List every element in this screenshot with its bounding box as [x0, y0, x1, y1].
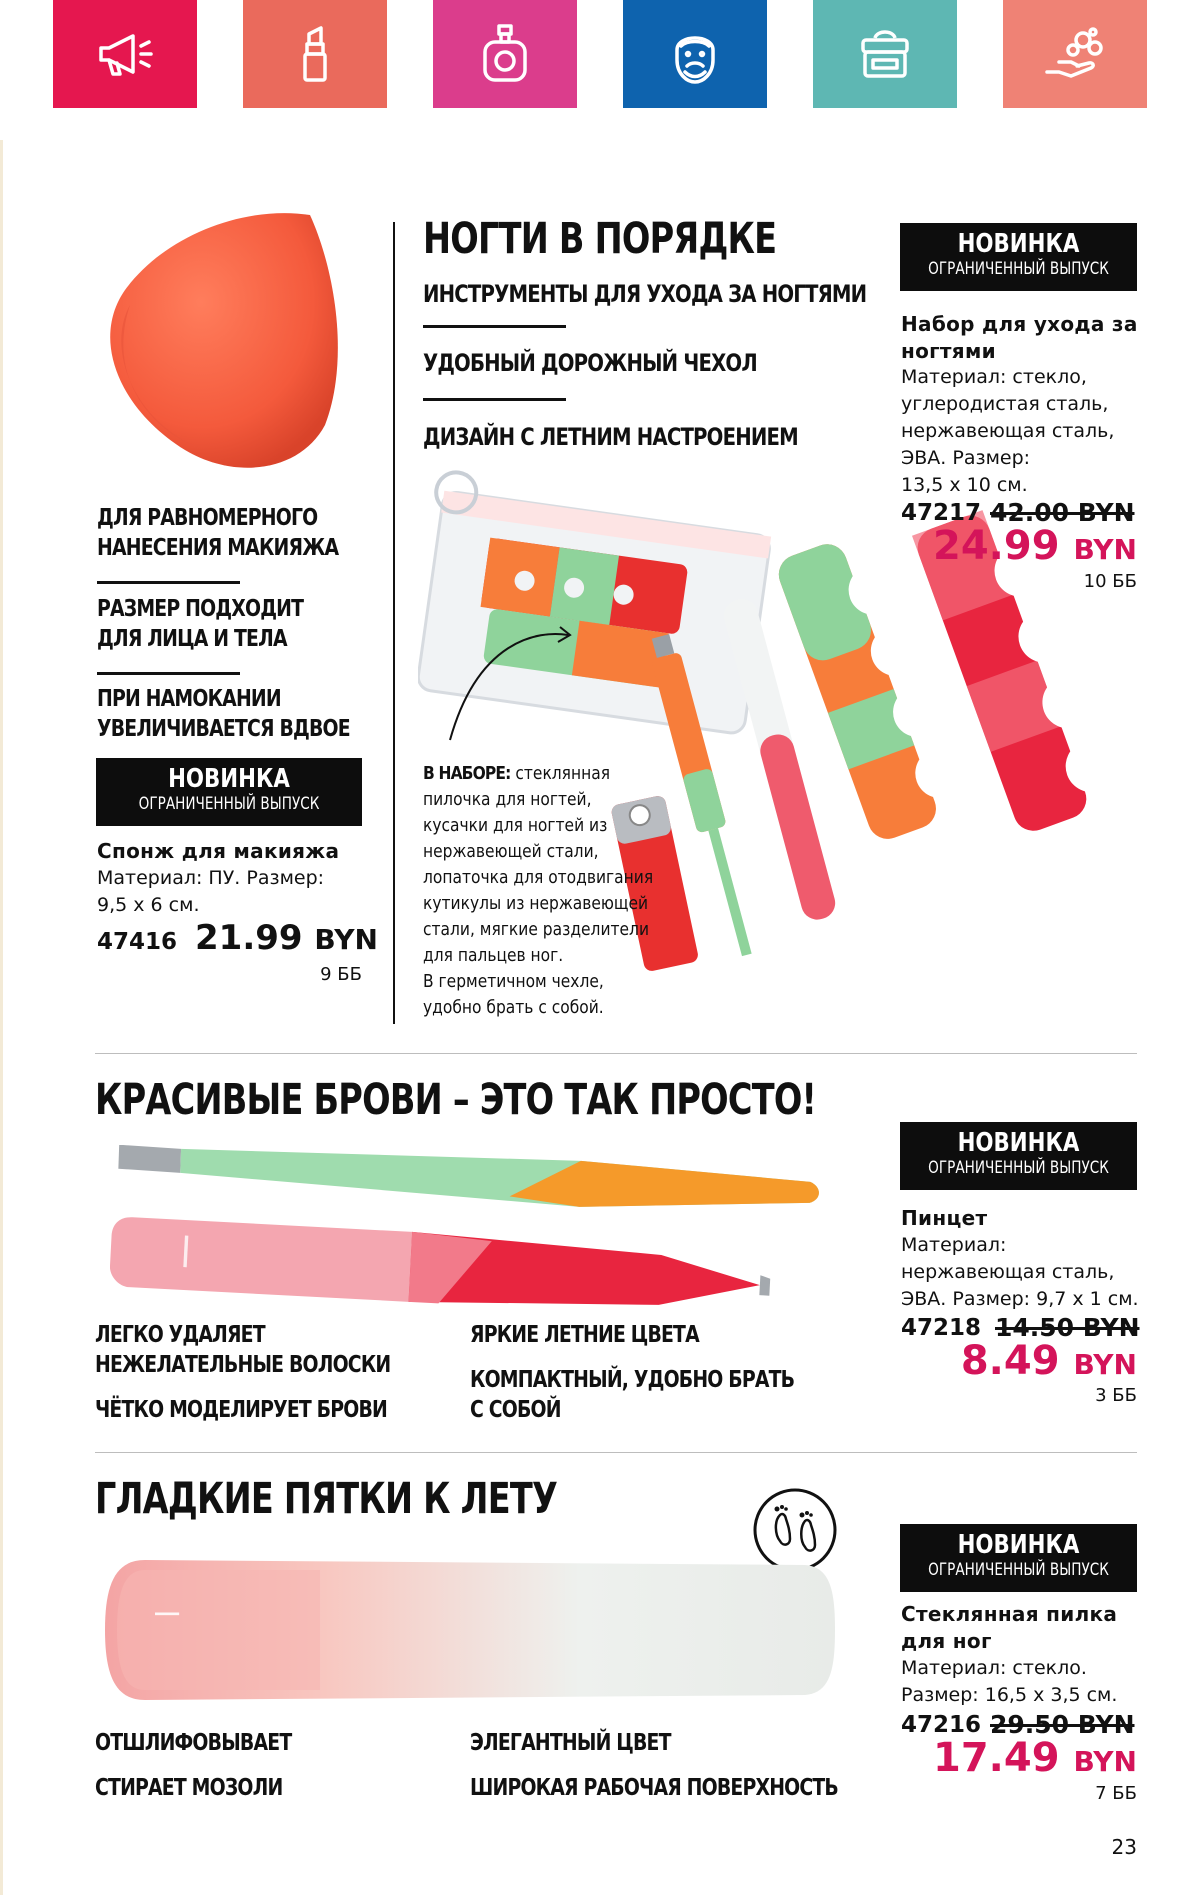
category-tile-face-care[interactable]	[813, 0, 957, 108]
heels-feature: ШИРОКАЯ РАБОЧАЯ ПОВЕРХНОСТЬ	[470, 1775, 839, 1801]
category-tile-promo[interactable]	[53, 0, 197, 108]
price-value: 21.99	[195, 918, 303, 958]
sponge-feature-line: ПРИ НАМОКАНИИ	[97, 686, 281, 712]
bonus-points: 9 ББ	[320, 964, 362, 985]
sponge-feature-line: ДЛЯ ЛИЦА И ТЕЛА	[97, 626, 287, 652]
product-description: Материал:	[901, 1234, 1007, 1256]
badge-subtitle: ОГРАНИЧЕННЫЙ ВЫПУСК	[928, 1158, 1109, 1178]
tweezers-image	[110, 1145, 830, 1320]
nails-feature: ДИЗАЙН С ЛЕТНИМ НАСТРОЕНИЕМ	[423, 423, 798, 451]
product-description: ЭВА. Размер: 9,7 х 1 см.	[901, 1288, 1139, 1310]
badge-title: НОВИНКА	[957, 1530, 1080, 1560]
product-description: 13,5 х 10 см.	[901, 474, 1028, 496]
set-contents-line: стали, мягкие разделители	[423, 919, 650, 940]
heels-feature: СТИРАЕТ МОЗОЛИ	[95, 1775, 283, 1801]
product-description: Материал: ПУ. Размер:	[97, 867, 325, 889]
brows-feature: ЧЁТКО МОДЕЛИРУЕТ БРОВИ	[95, 1397, 387, 1423]
product-description: ЭВА. Размер:	[901, 447, 1031, 469]
price-value: 24.99	[933, 523, 1060, 569]
brows-feature: КОМПАКТНЫЙ, УДОБНО БРАТЬ	[470, 1367, 795, 1393]
product-title: Пинцет	[901, 1206, 988, 1230]
section-heading: НОГТИ В ПОРЯДКЕ	[423, 214, 777, 264]
product-title: Спонж для макияжа	[97, 839, 340, 863]
nails-feature: УДОБНЫЙ ДОРОЖНЫЙ ЧЕХОЛ	[423, 349, 757, 377]
column-divider	[393, 222, 395, 1024]
perfume-icon	[473, 22, 537, 86]
category-tile-men[interactable]	[623, 0, 767, 108]
old-price: 14.50 BYN	[995, 1313, 1140, 1342]
category-tiles	[53, 0, 1149, 108]
product-code: 47217	[901, 500, 982, 526]
new-badge	[900, 1524, 1137, 1592]
page-number: 23	[1111, 1835, 1137, 1859]
divider	[97, 672, 240, 675]
hand-foam-icon	[1043, 22, 1107, 86]
badge-title: НОВИНКА	[957, 1128, 1080, 1158]
section-heading: КРАСИВЫЕ БРОВИ – ЭТО ТАК ПРОСТО!	[95, 1075, 817, 1125]
old-price: 42.00 BYN	[990, 498, 1135, 527]
brows-feature: ЯРКИЕ ЛЕТНИЕ ЦВЕТА	[470, 1322, 699, 1348]
product-title: Набор для ухода за	[901, 312, 1138, 336]
section-divider	[95, 1452, 1137, 1453]
category-tile-body-care[interactable]	[1003, 0, 1147, 108]
product-description: Размер: 16,5 х 3,5 см.	[901, 1684, 1118, 1706]
set-contents-line: пилочка для ногтей,	[423, 789, 592, 810]
new-price	[900, 524, 1137, 572]
set-contents-line: нержавеющей стали,	[423, 841, 599, 862]
price-value: 8.49	[960, 1338, 1060, 1384]
sponge-feature-line: НАНЕСЕНИЯ МАКИЯЖА	[97, 535, 339, 561]
divider	[423, 325, 566, 328]
product-code: 47416	[97, 929, 178, 955]
set-contents-line: лопаточка для отодвигания	[423, 867, 654, 888]
category-tile-fragrance[interactable]	[433, 0, 577, 108]
product-code: 47216	[901, 1712, 982, 1738]
set-contents-line: кусачки для ногтей из	[423, 815, 608, 836]
product-code: 47218	[901, 1315, 982, 1341]
makeup-sponge-image	[95, 210, 370, 480]
section-heading: ГЛАДКИЕ ПЯТКИ К ЛЕТУ	[95, 1474, 558, 1524]
nails-feature: ИНСТРУМЕНТЫ ДЛЯ УХОДА ЗА НОГТЯМИ	[423, 280, 867, 308]
set-label: В НАБОРЕ:	[423, 763, 511, 784]
heels-feature: ОТШЛИФОВЫВАЕТ	[95, 1730, 292, 1756]
sponge-feature-line: ДЛЯ РАВНОМЕРНОГО	[97, 505, 318, 531]
product-description: 9,5 х 6 см.	[97, 894, 200, 916]
bonus-points: 7 ББ	[1095, 1783, 1137, 1804]
product-title: для ног	[901, 1629, 992, 1653]
divider	[423, 398, 566, 401]
brows-feature: НЕЖЕЛАТЕЛЬНЫЕ ВОЛОСКИ	[95, 1352, 391, 1378]
new-price	[900, 1339, 1137, 1387]
price-currency: BYN	[1073, 1745, 1137, 1778]
sponge-feature-line: РАЗМЕР ПОДХОДИТ	[97, 596, 304, 622]
set-contents-line: удобно брать с собой.	[423, 997, 604, 1018]
new-badge	[96, 758, 362, 826]
man-face-icon	[663, 22, 727, 86]
sponge-feature-line: УВЕЛИЧИВАЕТСЯ ВДВОЕ	[97, 716, 350, 742]
svg-text:ꟾ: ꟾ	[179, 1237, 192, 1276]
heels-feature: ЭЛЕГАНТНЫЙ ЦВЕТ	[470, 1730, 671, 1756]
set-contents-line: кутикулы из нержавеющей	[423, 893, 649, 914]
product-description: нержавеющая сталь,	[901, 420, 1115, 442]
bonus-points: 10 ББ	[1083, 571, 1137, 592]
price-currency: BYN	[1073, 533, 1137, 566]
badge-subtitle: ОГРАНИЧЕННЫЙ ВЫПУСК	[928, 259, 1109, 279]
divider	[97, 581, 240, 584]
old-price: 29.50 BYN	[990, 1710, 1135, 1739]
product-description: углеродистая сталь,	[901, 393, 1109, 415]
brows-feature: ЛЕГКО УДАЛЯЕТ	[95, 1322, 265, 1348]
megaphone-icon	[93, 22, 157, 86]
set-contents-line: В герметичном чехле,	[423, 971, 604, 992]
badge-subtitle: ОГРАНИЧЕННЫЙ ВЫПУСК	[928, 1560, 1109, 1580]
new-badge	[900, 1122, 1137, 1190]
product-description: нержавеющая сталь,	[901, 1261, 1115, 1283]
lipstick-icon	[283, 22, 347, 86]
product-title: Стеклянная пилка	[901, 1602, 1118, 1626]
brows-feature: С СОБОЙ	[470, 1397, 561, 1423]
price-value: 17.49	[933, 1735, 1060, 1781]
cream-jar-icon	[853, 22, 917, 86]
product-title: ногтями	[901, 339, 996, 363]
badge-subtitle: ОГРАНИЧЕННЫЙ ВЫПУСК	[138, 794, 320, 814]
section-divider	[95, 1053, 1137, 1054]
price-currency: BYN	[314, 923, 378, 956]
svg-text:ꟾ: ꟾ	[149, 1610, 178, 1618]
glass-foot-file-image	[105, 1555, 840, 1705]
badge-title: НОВИНКА	[957, 229, 1080, 259]
badge-title: НОВИНКА	[168, 764, 290, 794]
product-price	[195, 918, 378, 958]
category-tile-makeup[interactable]	[243, 0, 387, 108]
price-currency: BYN	[1073, 1348, 1137, 1381]
set-contents-line: В НАБОРЕ: стеклянная	[423, 763, 611, 784]
bonus-points: 3 ББ	[1095, 1385, 1137, 1406]
page-edge-line	[0, 140, 3, 1895]
product-description: Материал: стекло,	[901, 366, 1087, 388]
product-description: Материал: стекло.	[901, 1657, 1087, 1679]
set-contents-line: для пальцев ног.	[423, 945, 564, 966]
new-price	[900, 1736, 1137, 1784]
new-badge	[900, 223, 1137, 291]
